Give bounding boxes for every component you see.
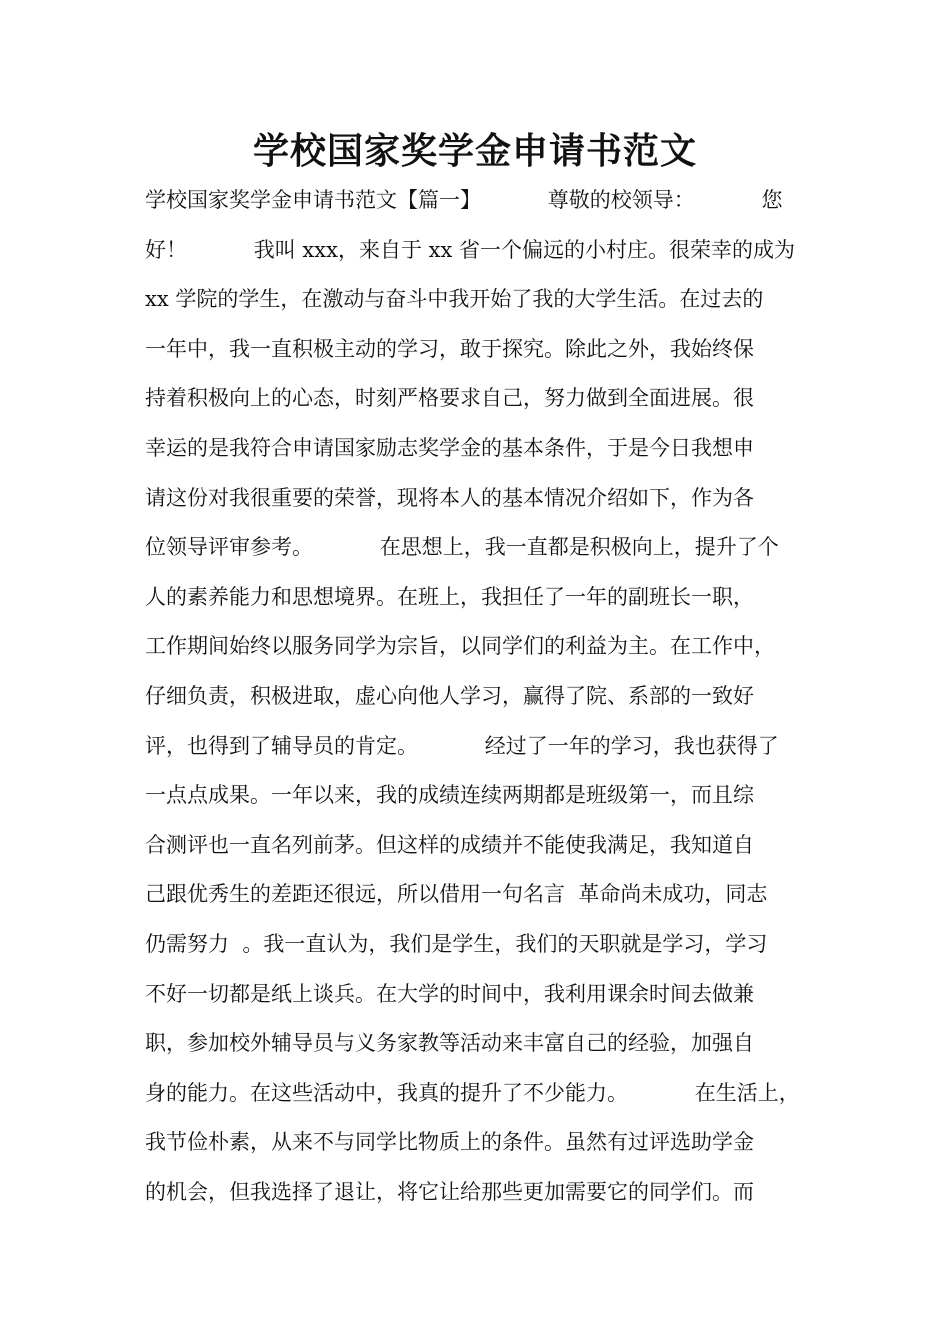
body-line: 不好一切都是纸上谈兵。在大学的时间中，我利用课余时间去做兼 — [145, 981, 754, 1006]
body-line: 一点点成果。一年以来，我的成绩连续两期都是班级第一，而且综 — [145, 783, 754, 808]
body-line: 职，参加校外辅导员与义务家教等活动来丰富自己的经验，加强自 — [145, 1031, 754, 1056]
body-line: 位领导评审参考。 在思想上，我一直都是积极向上，提升了个 — [145, 535, 779, 560]
body-line: 身的能力。在这些活动中，我真的提升了不少能力。 在生活上， — [145, 1080, 800, 1105]
body-line: 工作期间始终以服务同学为宗旨，以同学们的利益为主。在工作中， — [145, 634, 775, 659]
body-line: 人的素养能力和思想境界。在班上，我担任了一年的副班长一职， — [145, 584, 754, 609]
body-line: 仍需努力 。我一直认为，我们是学生，我们的天职就是学习，学习 — [145, 931, 768, 956]
body-line: 学校国家奖学金申请书范文【篇一】 尊敬的校领导： 您 — [145, 188, 783, 212]
body-line: 仔细负责，积极进取，虚心向他人学习，赢得了院、系部的一致好 — [145, 683, 754, 708]
body-line: xx 学院的学生，在激动与奋斗中我开始了我的大学生活。在过去的 — [145, 287, 764, 312]
body-line: 持着积极向上的心态，时刻严格要求自己，努力做到全面进展。很 — [145, 386, 754, 411]
body-line: 的机会，但我选择了退让，将它让给那些更加需要它的同学们。而 — [145, 1179, 754, 1204]
body-line: 幸运的是我符合申请国家励志奖学金的基本条件，于是今日我想申 — [145, 435, 754, 460]
body-line: 我节俭朴素，从来不与同学比物质上的条件。虽然有过评选助学金 — [145, 1130, 754, 1155]
body-line: 请这份对我很重要的荣誉，现将本人的基本情况介绍如下，作为各 — [145, 485, 754, 510]
document-body — [145, 176, 825, 1217]
body-line: 己跟优秀生的差距还很远，所以借用一句名言 革命尚未成功，同志 — [145, 882, 768, 907]
body-line: 好！ 我叫 xxx，来自于 xx 省一个偏远的小村庄。很荣幸的成为 — [145, 237, 795, 262]
document-title: 学校国家奖学金申请书范文 — [252, 131, 697, 172]
body-line: 一年中，我一直积极主动的学习，敢于探究。除此之外，我始终保 — [145, 336, 754, 361]
body-line: 合测评也一直名列前茅。但这样的成绩并不能使我满足，我知道自 — [145, 832, 754, 857]
body-line: 评，也得到了辅导员的肯定。 经过了一年的学习，我也获得了 — [145, 733, 779, 758]
